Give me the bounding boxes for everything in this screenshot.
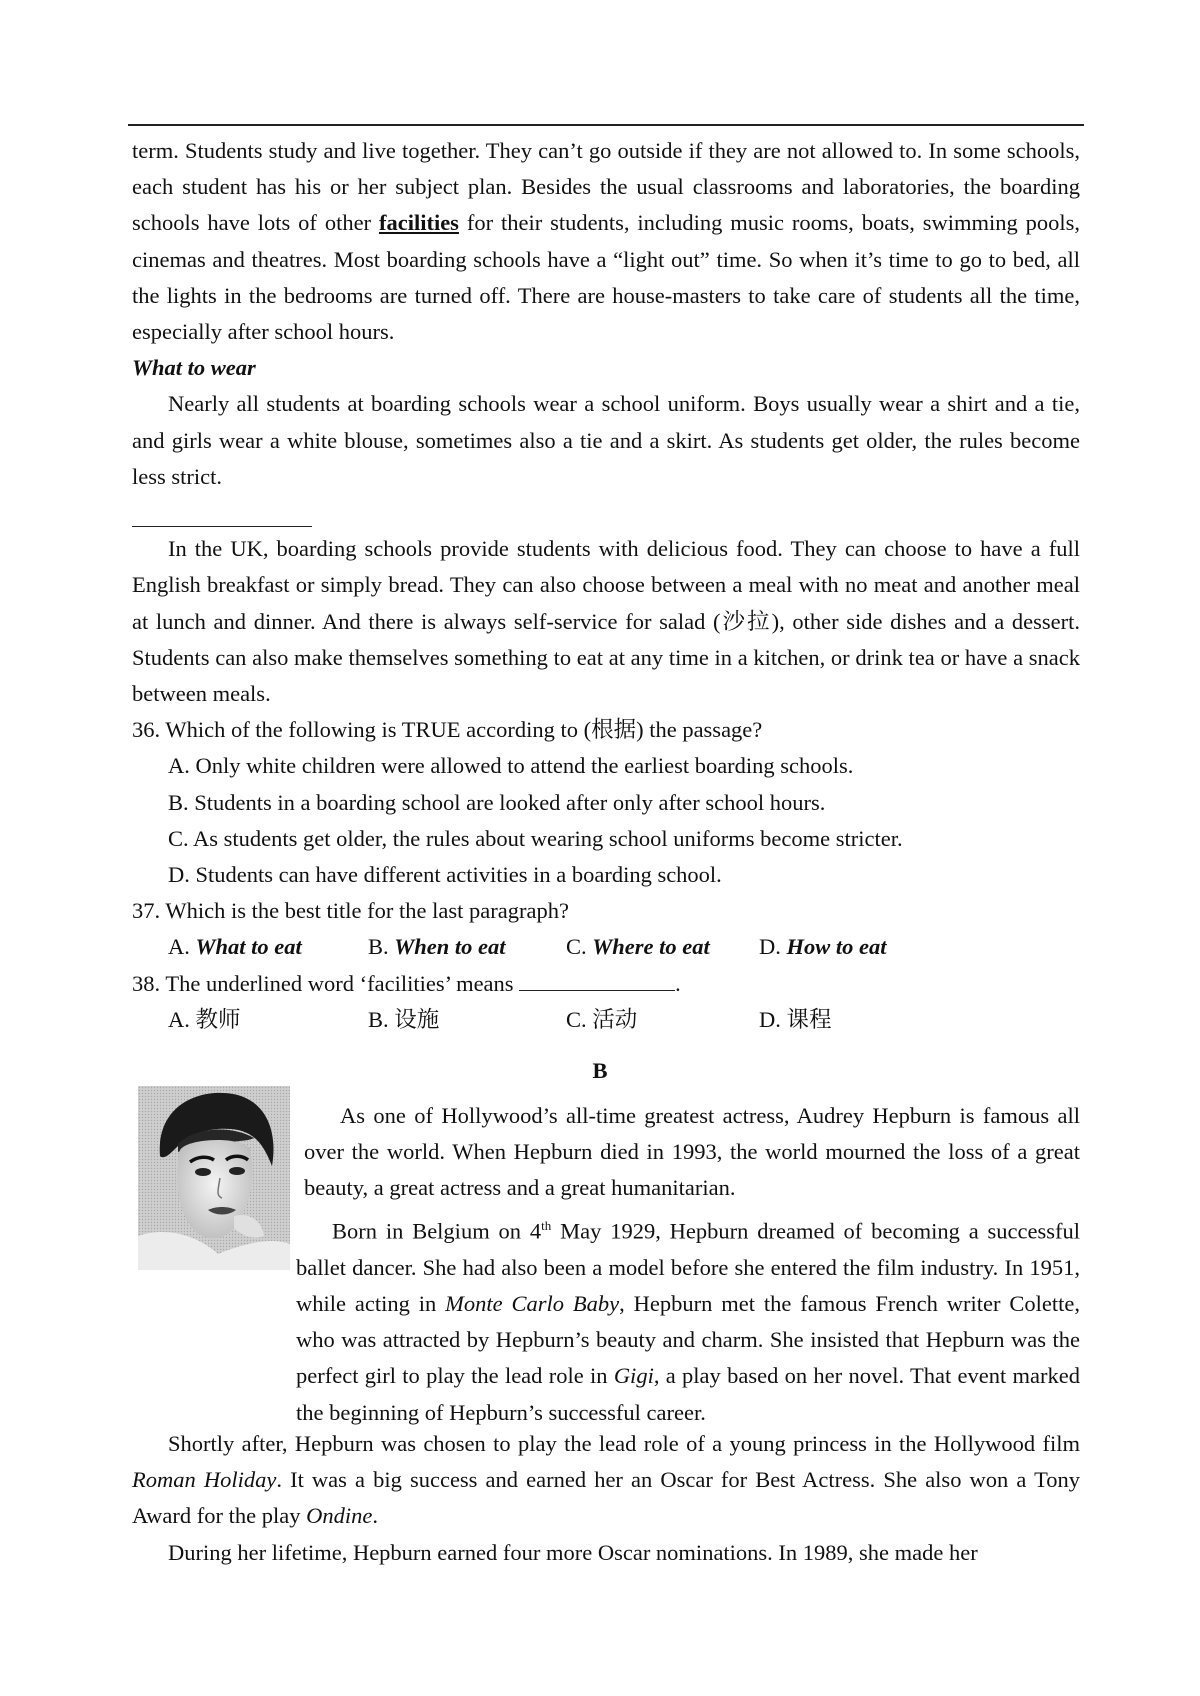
question-36-option-a[interactable]: A. Only white children were allowed to attend the earliest boarding schools. [168,753,854,779]
question-36-stem: 36. Which of the following is TRUE according to (根据) the passage? [132,717,763,743]
title-italic: Gigi [613,1363,654,1389]
question-37-option-a[interactable] [168,929,368,965]
question-37-option-b[interactable] [368,929,566,965]
passage-a-paragraph-2: Nearly all students at boarding schools wear a school uniform. Boys usually wear a shirt and a tie, and girls wear a white blouse, sometimes also a tie and a skirt. As students get older, the rules become less strict. [132,391,1080,489]
text: term. Students study and live together. They can’t go outside if they are not allowed to. In some schools, each student has his or her subject plan. Besides the usual classrooms and laboratories, the boarding schools have lots of other [132,138,1080,236]
blank-line [132,502,312,527]
question-38-option-c[interactable]: C. 活动 [566,1006,638,1032]
question-38-option-b[interactable]: B. 设施 [368,1006,440,1032]
section-b-label: B [592,1058,608,1083]
question-36-option-b[interactable]: B. Students in a boarding school are looked after only after school hours. [168,789,826,815]
text: for their students, including music rooms, boats, swimming pools, cinemas and theatres. Most boarding schools have a “light out” time. So when it’s time to go to bed, all the lights in the bedrooms are turned off. There are house-masters to take care of students all the time, especially after school hours. [132,210,1081,345]
option-text: How to eat [786,934,887,960]
text: , Hepburn met the famous French writer Colette, who was attracted by Hepburn’s beauty and charm. She insisted that Hepburn was the perfect girl to play the lead role in [296,1290,1081,1389]
text: Born in Belgium on 4 [332,1218,542,1244]
title-italic: Ondine [306,1503,373,1529]
question-37-stem: 37. Which is the best title for the last paragraph? [132,898,569,924]
question-36-option-d[interactable]: D. Students can have different activities in a boarding school. [168,862,722,888]
missing-heading-blank [132,495,1080,531]
text: May 1929, Hepburn dreamed of becoming a successful ballet dancer. She had also been a model before she entered the film industry. In 1951, while acting in [296,1218,1081,1316]
option-letter: D. [759,934,781,960]
question-37-options [168,929,1080,965]
question-38-stem [132,966,1080,1002]
passage-b-intro-wrapped [304,1098,1080,1207]
passage-a [132,133,1080,1038]
text: . It was a big success and earned her an Oscar for Best Actress. She also won a Tony Award for the play [132,1467,1081,1529]
text: . [372,1503,378,1529]
option-letter: A. [168,934,190,960]
passage-b-paragraph-1: As one of Hollywood’s all-time greatest actress, Audrey Hepburn is famous all over the world. When Hepburn died in 1993, the world mourned the loss of a great beauty, a great actress and a great humanitarian. [304,1103,1080,1201]
heading-what-to-wear: What to wear [132,355,256,381]
passage-b-body [132,1208,1080,1431]
passage-b-paragraph-4: During her lifetime, Hepburn earned four more Oscar nominations. In 1989, she made her [168,1539,978,1565]
option-letter: B. [368,934,389,960]
question-37-option-c[interactable] [566,929,759,965]
passage-b-paragraph-2-line-1 [132,1208,1080,1431]
option-text: What to eat [195,934,302,960]
option-letter: C. [566,934,587,960]
text: , a play based on her novel. That event marked the beginning of Hepburn’s successful career. [296,1363,1081,1425]
text: Shortly after, Hepburn was chosen to play the lead role of a young princess in the Hollywood film [168,1431,1080,1456]
question-38-option-a[interactable]: A. 教师 [168,1006,241,1032]
question-38-options [168,1002,1080,1038]
passage-a-paragraph-1 [132,133,1080,350]
passage-a-paragraph-3: In the UK, boarding schools provide students with delicious food. They can choose to have a full English breakfast or simply bread. They can also choose between a meal with no meat and another meal at lunch and dinner. And there is always self-service for salad (沙拉), other side dishes and a dessert. Students can also make themselves something to eat at any time in a kitchen, or drink tea or have a snack between meals. [132,536,1080,707]
option-text: When to eat [394,934,506,960]
title-italic: Monte Carlo Baby [445,1290,620,1316]
passage-b-paragraph-3 [132,1426,1080,1535]
question-38-option-d[interactable]: D. 课程 [759,1006,832,1032]
question-36-option-c[interactable]: C. As students get older, the rules about wearing school uniforms become stricter. [168,825,903,851]
header-rule [128,124,1084,126]
underlined-word: facilities [378,210,459,236]
option-text: Where to eat [592,934,710,960]
passage-b-continued [132,1426,1080,1571]
superscript: th [541,1218,552,1233]
question-37-option-d[interactable] [759,929,887,965]
text: . [675,970,681,996]
answer-blank[interactable] [519,968,675,991]
text: 38. The underlined word ‘facilities’ means [132,970,514,996]
title-italic: Roman Holiday [132,1467,277,1493]
